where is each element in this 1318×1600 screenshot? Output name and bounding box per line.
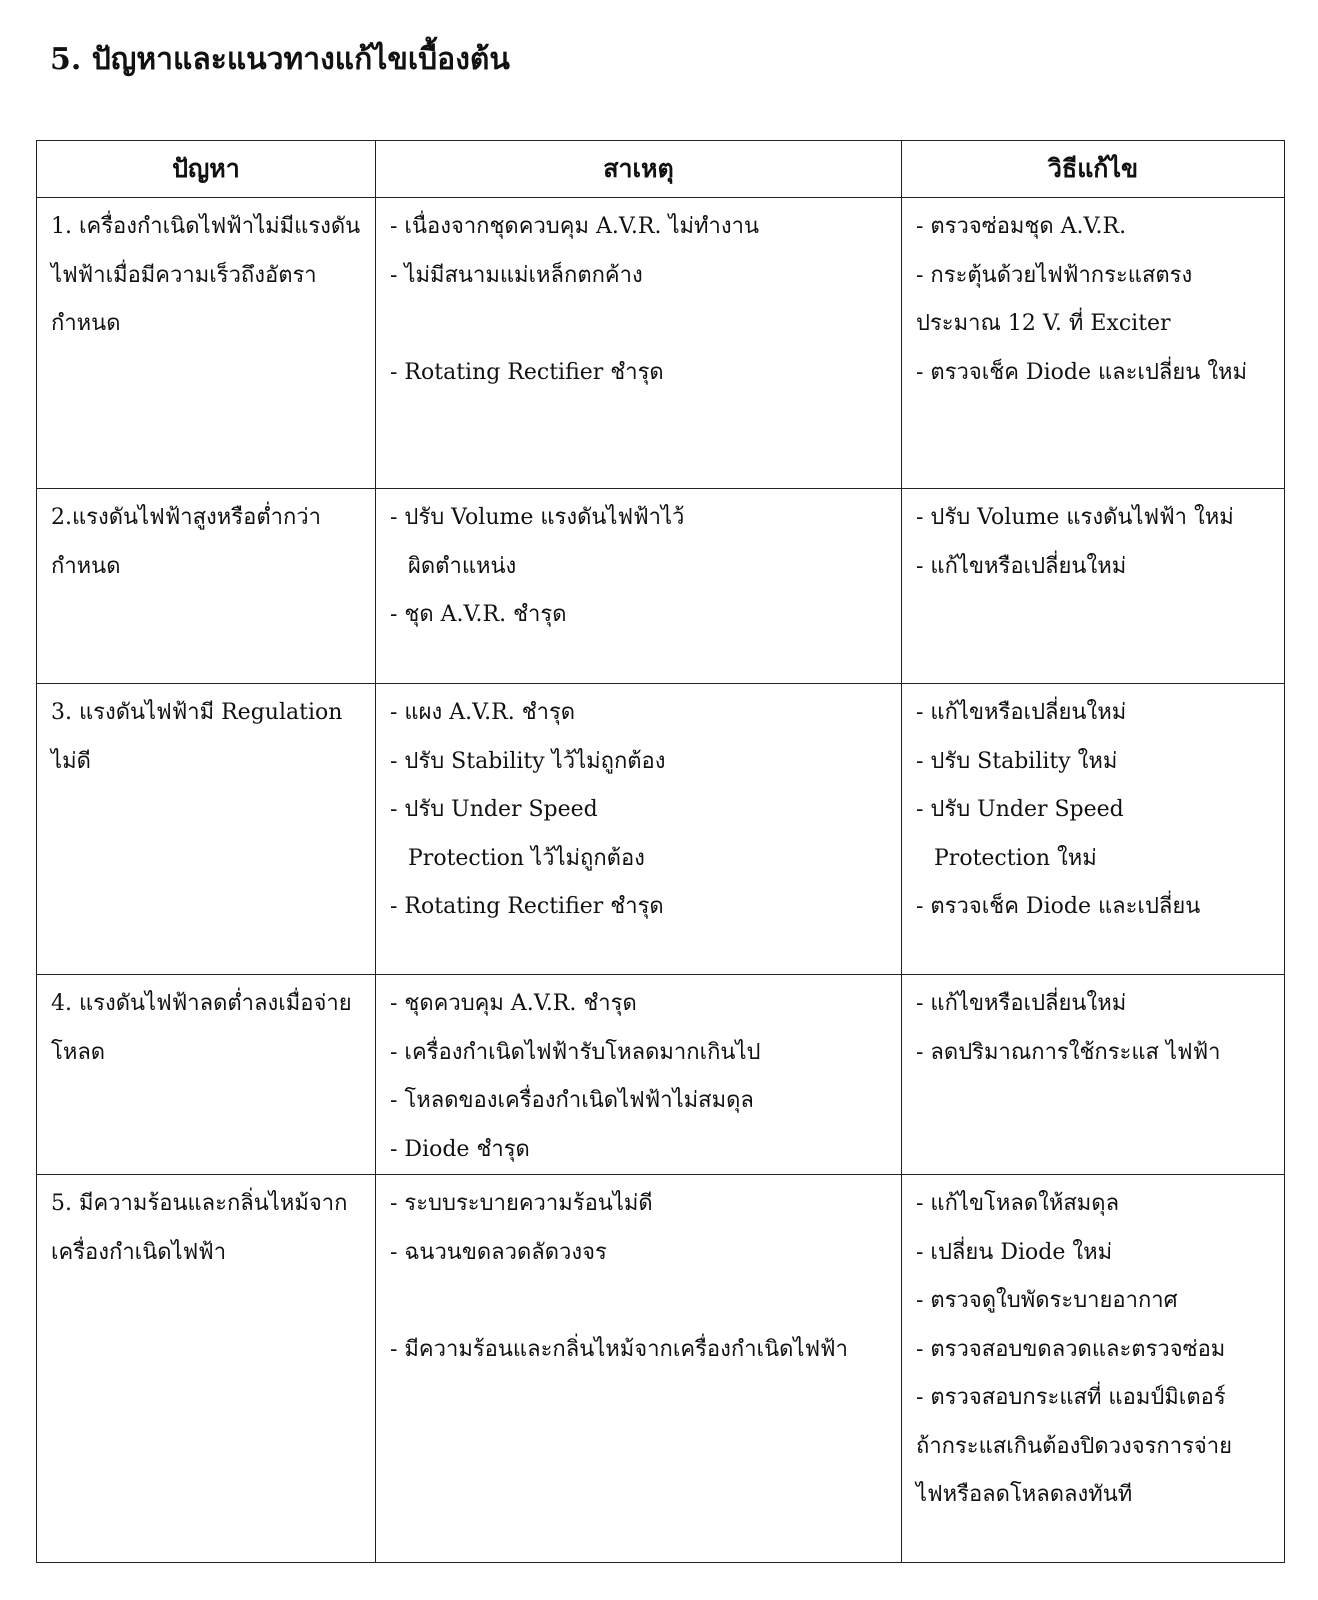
cause-item: ผิดตำแหน่ง xyxy=(408,553,517,579)
problem-cell xyxy=(37,198,376,489)
page-title: 5. ปัญหาและแนวทางแก้ไขเบื้องต้น xyxy=(50,42,510,77)
problem-text: 3. แรงดันไฟฟ้ามี Regulation ไม่ดี xyxy=(51,700,343,774)
fix-item: ไฟหรือลดโหลดลงทันที xyxy=(916,1482,1133,1507)
header-fix: วิธีแก้ไข xyxy=(902,141,1285,198)
cause-item: - แผง A.V.R. ชำรุด xyxy=(390,700,576,725)
cause-cell xyxy=(376,1175,902,1563)
problem-cell xyxy=(37,975,376,1175)
troubleshooting-table xyxy=(36,140,1285,1563)
table-row xyxy=(37,975,1285,1175)
cause-item: - ไม่มีสนามแม่เหล็กตกค้าง xyxy=(390,262,643,288)
fix-cell xyxy=(902,489,1285,684)
cause-item: - ฉนวนขดลวดลัดวงจร xyxy=(390,1239,607,1265)
table-row xyxy=(37,1175,1285,1563)
cause-item: - ปรับ Stability ไว้ไม่ถูกต้อง xyxy=(390,748,666,774)
problem-text: 4. แรงดันไฟฟ้าลดต่ำลงเมื่อจ่ายโหลด xyxy=(51,991,352,1065)
table-row xyxy=(37,198,1285,489)
fix-item: - ตรวจซ่อมชุด A.V.R. xyxy=(916,214,1127,239)
table-row xyxy=(37,489,1285,684)
cause-item xyxy=(390,1277,889,1326)
fix-item: - ตรวจเช็ค Diode และเปลี่ยน ใหม่ xyxy=(916,359,1248,385)
fix-item: - ตรวจสอบขดลวดและตรวจซ่อม xyxy=(916,1336,1226,1362)
fix-item: - ปรับ Volume แรงดันไฟฟ้า ใหม่ xyxy=(916,505,1234,530)
problem-text: 1. เครื่องกำเนิดไฟฟ้าไม่มีแรงดันไฟฟ้าเมื่อมีความเร็วถึงอัตรากำหนด xyxy=(51,214,361,336)
problem-cell xyxy=(37,489,376,684)
fix-item: - ปรับ Under Speed xyxy=(916,797,1124,822)
cause-item: - ปรับ Under Speed xyxy=(390,797,598,822)
header-cause: สาเหตุ xyxy=(376,141,902,198)
fix-cell xyxy=(902,684,1285,975)
cause-item: - เนื่องจากชุดควบคุม A.V.R. ไม่ทำงาน xyxy=(390,214,759,239)
table-row xyxy=(37,684,1285,975)
fix-item: - กระตุ้นด้วยไฟฟ้ากระแสตรง xyxy=(916,262,1193,288)
cause-item: - Rotating Rectifier ชำรุด xyxy=(390,359,664,385)
fix-item: - เปลี่ยน Diode ใหม่ xyxy=(916,1239,1113,1265)
fix-item: - ลดปริมาณการใช้กระแส ไฟฟ้า xyxy=(916,1039,1221,1065)
problem-text: 2.แรงดันไฟฟ้าสูงหรือต่ำกว่ากำหนด xyxy=(51,505,321,579)
fix-cell xyxy=(902,1175,1285,1563)
fix-item: Protection ใหม่ xyxy=(934,845,1097,871)
fix-item: - แก้ไขโหลดให้สมดุล xyxy=(916,1191,1120,1216)
cause-item: - Rotating Rectifier ชำรุด xyxy=(390,894,664,919)
cause-cell xyxy=(376,198,902,489)
cause-item: - ระบบระบายความร้อนไม่ดี xyxy=(390,1191,653,1216)
cause-item: - ชุด A.V.R. ชำรุด xyxy=(390,602,567,627)
fix-cell xyxy=(902,975,1285,1175)
cause-item: - Diode ชำรุด xyxy=(390,1136,530,1162)
fix-item: - ตรวจเช็ค Diode และเปลี่ยน xyxy=(916,894,1201,919)
table-header-row xyxy=(37,141,1285,198)
fix-item: - แก้ไขหรือเปลี่ยนใหม่ xyxy=(916,700,1127,725)
cause-item: - เครื่องกำเนิดไฟฟ้ารับโหลดมากเกินไป xyxy=(390,1039,761,1065)
fix-item: - แก้ไขหรือเปลี่ยนใหม่ xyxy=(916,553,1127,579)
problem-cell xyxy=(37,1175,376,1563)
cause-item: - โหลดของเครื่องกำเนิดไฟฟ้าไม่สมดุล xyxy=(390,1088,754,1113)
cause-item xyxy=(390,300,889,349)
fix-item: ถ้ากระแสเกินต้องปิดวงจรการจ่าย xyxy=(916,1433,1233,1459)
fix-item: - ตรวจสอบกระแสที่ แอมป์มิเตอร์ xyxy=(916,1385,1226,1410)
cause-item: - ชุดควบคุม A.V.R. ชำรุด xyxy=(390,991,637,1016)
problem-cell xyxy=(37,684,376,975)
cause-item: - ปรับ Volume แรงดันไฟฟ้าไว้ xyxy=(390,505,685,530)
cause-item: Protection ไว้ไม่ถูกต้อง xyxy=(408,845,645,871)
header-problem: ปัญหา xyxy=(37,141,376,198)
problem-text: 5. มีความร้อนและกลิ่นไหม้จากเครื่องกำเนิดไฟฟ้า xyxy=(51,1191,348,1265)
cause-item: - มีความร้อนและกลิ่นไหม้จากเครื่องกำเนิดไฟฟ้า xyxy=(390,1336,848,1362)
cause-cell xyxy=(376,684,902,975)
fix-item: - ตรวจดูใบพัดระบายอากาศ xyxy=(916,1288,1178,1313)
fix-item: - ปรับ Stability ใหม่ xyxy=(916,748,1118,774)
cause-cell xyxy=(376,489,902,684)
fix-cell xyxy=(902,198,1285,489)
fix-item: ประมาณ 12 V. ที่ Exciter xyxy=(916,311,1171,336)
cause-cell xyxy=(376,975,902,1175)
fix-item: - แก้ไขหรือเปลี่ยนใหม่ xyxy=(916,991,1127,1016)
